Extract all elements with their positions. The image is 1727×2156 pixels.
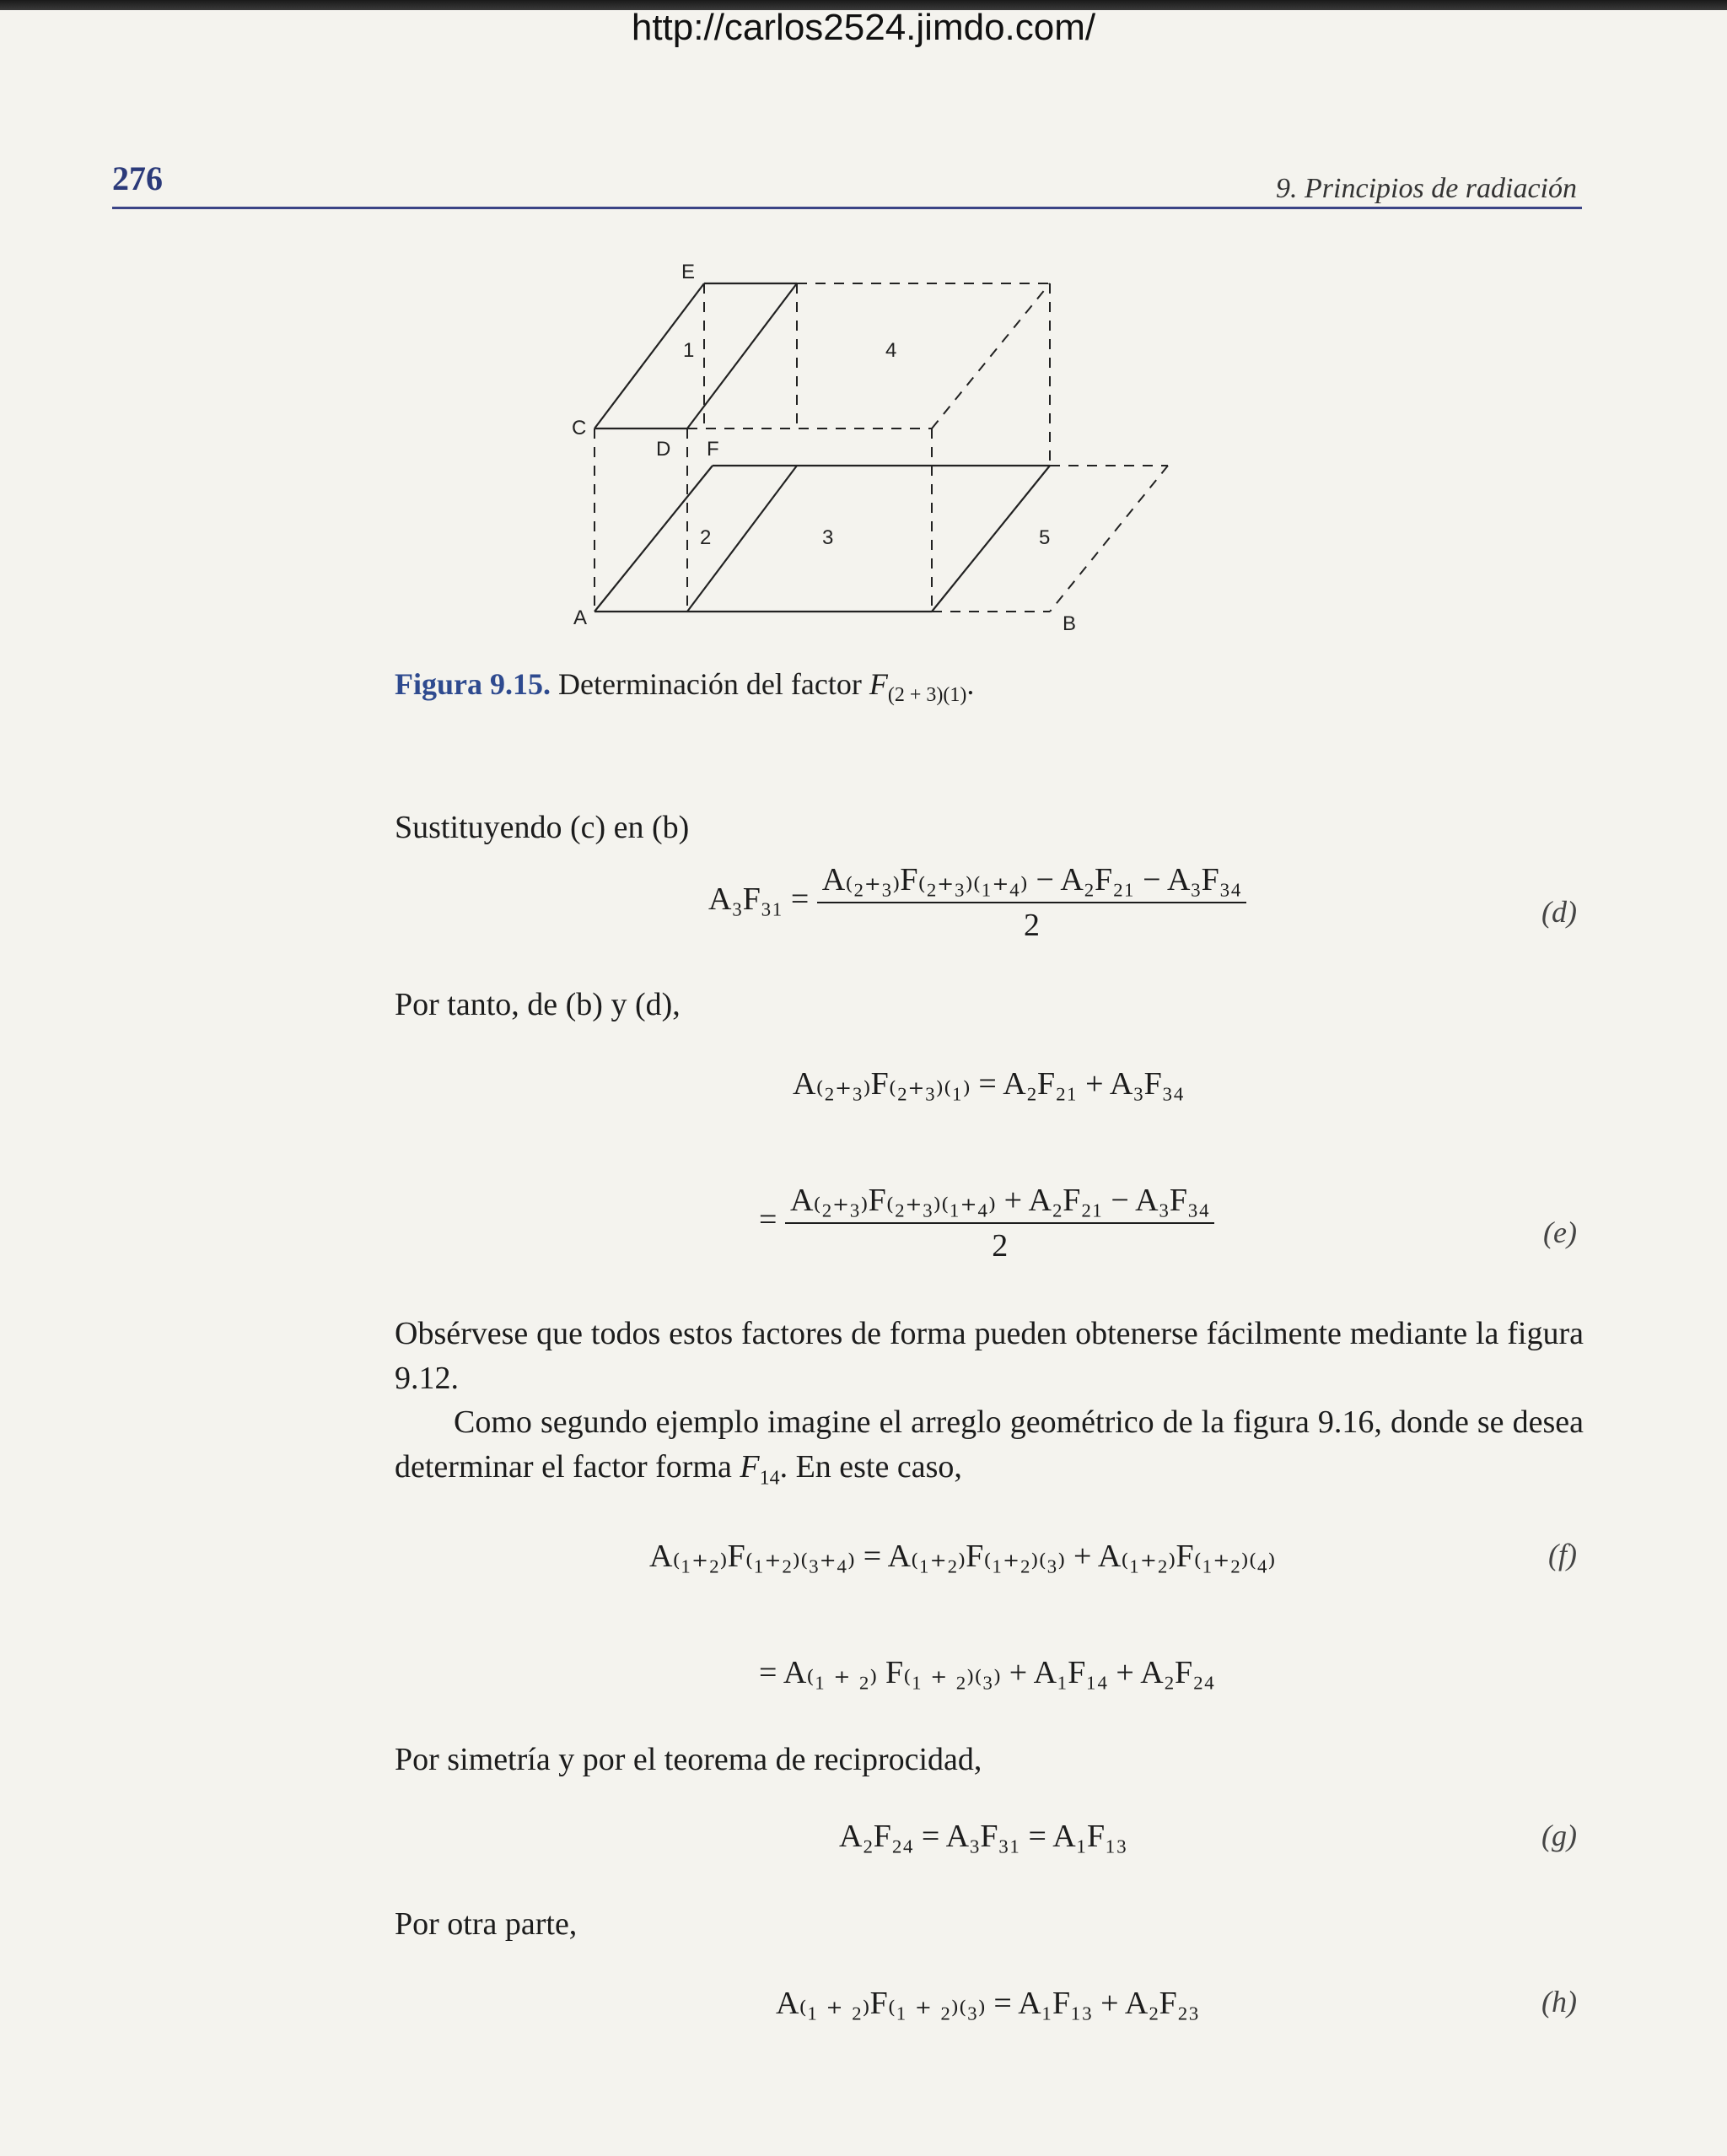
equation-e-2 [759,1181,1214,1264]
header-rule [112,207,1582,209]
text-line-sustituyendo: Sustituyendo (c) en (b) [395,810,690,845]
equation-d-lhs: A₃F₃₁ = [708,881,810,918]
point-A: A [573,606,588,629]
text-line-por-otra-parte: Por otra parte, [395,1906,578,1942]
chapter-title: 9. Principios de radiación [1276,173,1577,204]
point-F: F [707,438,719,461]
caption-symbol: F [869,667,888,701]
caption-label: Figura 9.15. [395,667,551,701]
equation-label-e: (e) [1543,1215,1577,1249]
page-number: 276 [112,159,163,197]
region-4: 4 [885,339,897,362]
equation-e-2-numerator: A₍₂₊₃₎F₍₂₊₃₎₍₁₊₄₎ + A₂F₂₁ − A₃F₃₄ [785,1181,1215,1224]
equation-label-f: (f) [1548,1538,1577,1571]
figure-9-15-diagram [540,253,1181,641]
point-C: C [572,417,587,439]
equation-e-1: A₍₂₊₃₎F₍₂₊₃₎₍₁₎ = A₂F₂₁ + A₃F₃₄ [793,1066,1185,1102]
paragraph-observese: Obsérvese que todos estos factores de forma pueden obtenerse fácilmente mediante la figura 9.12. [395,1316,1584,1396]
caption-text: Determinación del factor [558,667,862,701]
paragraph-2-text: Como segundo ejemplo imagine el arreglo geométrico de la figura 9.16, donde se desea determinar el factor forma [395,1404,1584,1485]
paragraph-2-subscript: 14 [759,1467,780,1490]
equation-h: A₍₁ ₊ ₂₎F₍₁ ₊ ₂₎₍₃₎ = A₁F₁₃ + A₂F₂₃ [776,1986,1200,2021]
paragraph-segundo-ejemplo [395,1400,1584,1501]
equation-label-h: (h) [1541,1985,1577,2019]
point-B: B [1063,612,1077,635]
region-1: 1 [683,339,695,362]
region-5: 5 [1039,526,1051,549]
equation-g: A₂F₂₄ = A₃F₃₁ = A₁F₁₃ [839,1819,1127,1854]
edge-A-diag [594,466,713,612]
equation-label-d: (d) [1541,895,1577,929]
point-D: D [656,438,671,461]
text-line-por-tanto: Por tanto, de (b) y (d), [395,987,681,1022]
equation-e-2-denominator: 2 [992,1228,1009,1264]
text-line-simetria: Por simetría y por el teorema de reciprocidad, [395,1742,982,1777]
equation-label-g: (g) [1541,1819,1577,1852]
equation-d-denominator: 2 [1024,908,1041,943]
edge-right-diag [932,466,1050,612]
equation-e-2-fraction [785,1181,1215,1264]
source-url[interactable]: http://carlos2524.jimdo.com/ [631,7,1096,48]
equation-d-numerator: A₍₂₊₃₎F₍₂₊₃₎₍₁₊₄₎ − A₂F₂₁ − A₃F₃₄ [817,860,1247,903]
equation-d [708,860,1246,944]
region-3: 3 [822,526,834,549]
figure-caption [395,666,974,707]
paragraph-2-symbol: F [740,1449,760,1485]
caption-end: . [966,667,975,701]
point-E: E [681,261,696,283]
equation-f-1: A₍₁₊₂₎F₍₁₊₂₎₍₃₊₄₎ = A₍₁₊₂₎F₍₁₊₂₎₍₃₎ + A₍₁₊₂₎F₍₁₊₂₎₍₄₎ [649,1539,1276,1574]
equation-e-2-lhs: = [759,1202,777,1238]
equation-d-fraction [817,860,1247,944]
equation-f-2: = A₍₁ ₊ ₂₎ F₍₁ ₊ ₂₎₍₃₎ + A₁F₁₄ + A₂F₂₄ [759,1655,1215,1690]
paragraph-2-end: . En este caso, [779,1449,962,1485]
caption-subscript: (2 + 3)(1) [887,684,967,707]
region-2: 2 [700,526,712,549]
